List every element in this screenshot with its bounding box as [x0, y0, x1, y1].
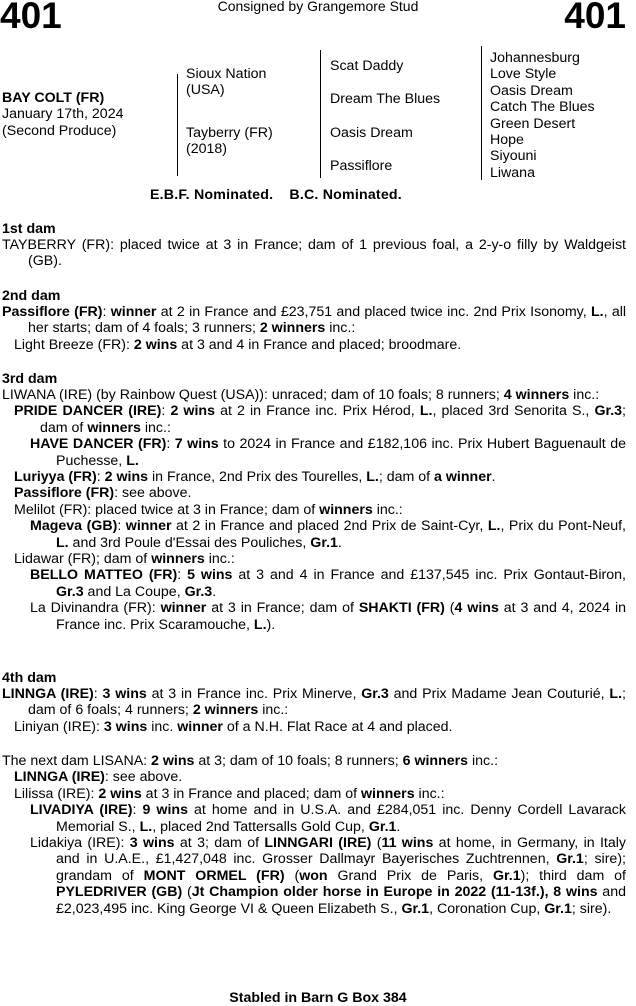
horse-sex: BAY COLT (FR)	[2, 90, 105, 106]
horse-foaled: January 17th, 2024	[2, 106, 124, 123]
horse-details	[2, 90, 123, 139]
pedigree-dam-sire: Oasis Dream	[330, 125, 413, 141]
pedigree-bracket	[320, 50, 321, 178]
horse-produce: (Second Produce)	[2, 122, 117, 139]
heading-second-dam: 2nd dam	[2, 288, 61, 304]
fourth-dam-text: LINNGA (IRE): 3 wins at 3 in France inc. Prix Minerve, Gr.3 and Prix Madame Jean Couturié, L.; dam of 6 foals; 4 runners; 2 winners inc.: Liniyan (IRE): 3 wins inc. winner of a N.H. Flat Race at 4 and placed.	[2, 686, 626, 735]
heading-first-dam: 1st dam	[2, 221, 56, 237]
pedigree-sire-dam: Dream The Blues	[330, 91, 441, 107]
pedigree-bracket	[177, 74, 178, 176]
nominations	[150, 187, 414, 203]
stabling-footer: Stabled in Barn G Box 384	[229, 990, 407, 1006]
heading-fourth-dam: 4th dam	[2, 670, 57, 686]
pedigree-third-generation: Johannesburg Love Style Oasis Dream Catch The Blues Green Desert Hope Siyouni Liwana	[490, 50, 595, 181]
pedigree-bracket	[481, 46, 482, 180]
heading-third-dam: 3rd dam	[2, 371, 58, 387]
second-dam-text: Passiflore (FR): winner at 2 in France and £23,751 and placed twice inc. 2nd Prix Isonomy, L., all her starts; dam of 4 foals; 3 runners; 2 winners inc.: Light Breeze (FR): 2 wins at 3 and 4 in France and placed; broodmare.	[2, 304, 627, 353]
pedigree-sire: Sioux Nation (USA)	[186, 66, 267, 99]
third-dam-text: LIWANA (IRE) (by Rainbow Quest (USA)): unraced; dam of 10 foals; 8 runners; 4 winners inc.: PRIDE DANCER (IRE): 2 wins at 2 in France inc. Prix Hérod, L., placed 3rd Senorita S., Gr.3; dam of winners inc.: HAVE DANCER (FR): 7 wins to 2024 in France and £182,106 inc. Prix Hubert Baguenault de Puchesse, L. Luriyya (FR): 2 wins in France, 2nd Prix des Tourelles, L.; dam of a winner. Passiflore (FR): see above. Melilot (FR): placed twice at 3 in France; dam of winners inc.: Mageva (GB): winner at 2 in France and placed 2nd Prix de Saint-Cyr, L., Prix du Pont-Neuf, L. and 3rd Poule d'Essai des Pouliches, Gr.1. Lidawar (FR); dam of winners inc.: BELLO MATTEO (FR): 5 wins at 3 and 4 in France and £137,545 inc. Prix Gontaut-Biron, Gr.3 and La Coupe, Gr.3. La Divinandra (FR): winner at 3 in France; dam of SHAKTI (FR) (4 wins at 3 and 4, 2024 in France inc. Prix Scaramouche, L.).	[2, 387, 627, 633]
first-dam-text: TAYBERRY (FR): placed twice at 3 in France; dam of 1 previous foal, a 2-y-o filly by Waldgeist (GB).	[2, 237, 626, 270]
ebf-nomination: E.B.F. Nominated.	[150, 187, 274, 203]
pedigree-sire-sire: Scat Daddy	[330, 58, 404, 74]
consignor: Consigned by Grangemore Stud	[217, 0, 419, 14]
lot-number-right: 401	[564, 0, 626, 36]
pedigree-dam: Tayberry (FR) (2018)	[186, 125, 273, 158]
next-dam-text: The next dam LISANA: 2 wins at 3; dam of 10 foals; 8 runners; 6 winners inc.: LINNGA (IRE): see above. Lilissa (IRE): 2 wins at 3 in France and placed; dam of winners inc.: LIVADIYA (IRE): 9 wins at home and in U.S.A. and £284,051 inc. Denny Cordell Lavarack Memorial S., L., placed 2nd Tattersalls Gold Cup, Gr.1. Lidakiya (IRE): 3 wins at 3; dam of LINNGARI (IRE) (11 wins at home, in Germany, in Italy and in U.A.E., £1,427,048 inc. Grosser Dallmayr Bayerisches Zuchtrennen, Gr.1; sire); grandam of MONT ORMEL (FR) (won Grand Prix de Paris, Gr.1); third dam of PYLEDRIVER (GB) (Jt Champion older horse in Europe in 2022 (11-13f.), 8 wins and £2,023,495 inc. King George VI & Queen Elizabeth S., Gr.1, Coronation Cup, Gr.1; sire).	[2, 753, 626, 917]
pedigree-dam-dam: Passiflore	[330, 158, 393, 174]
bc-nomination: B.C. Nominated.	[289, 187, 402, 203]
lot-number-left: 401	[0, 0, 62, 36]
